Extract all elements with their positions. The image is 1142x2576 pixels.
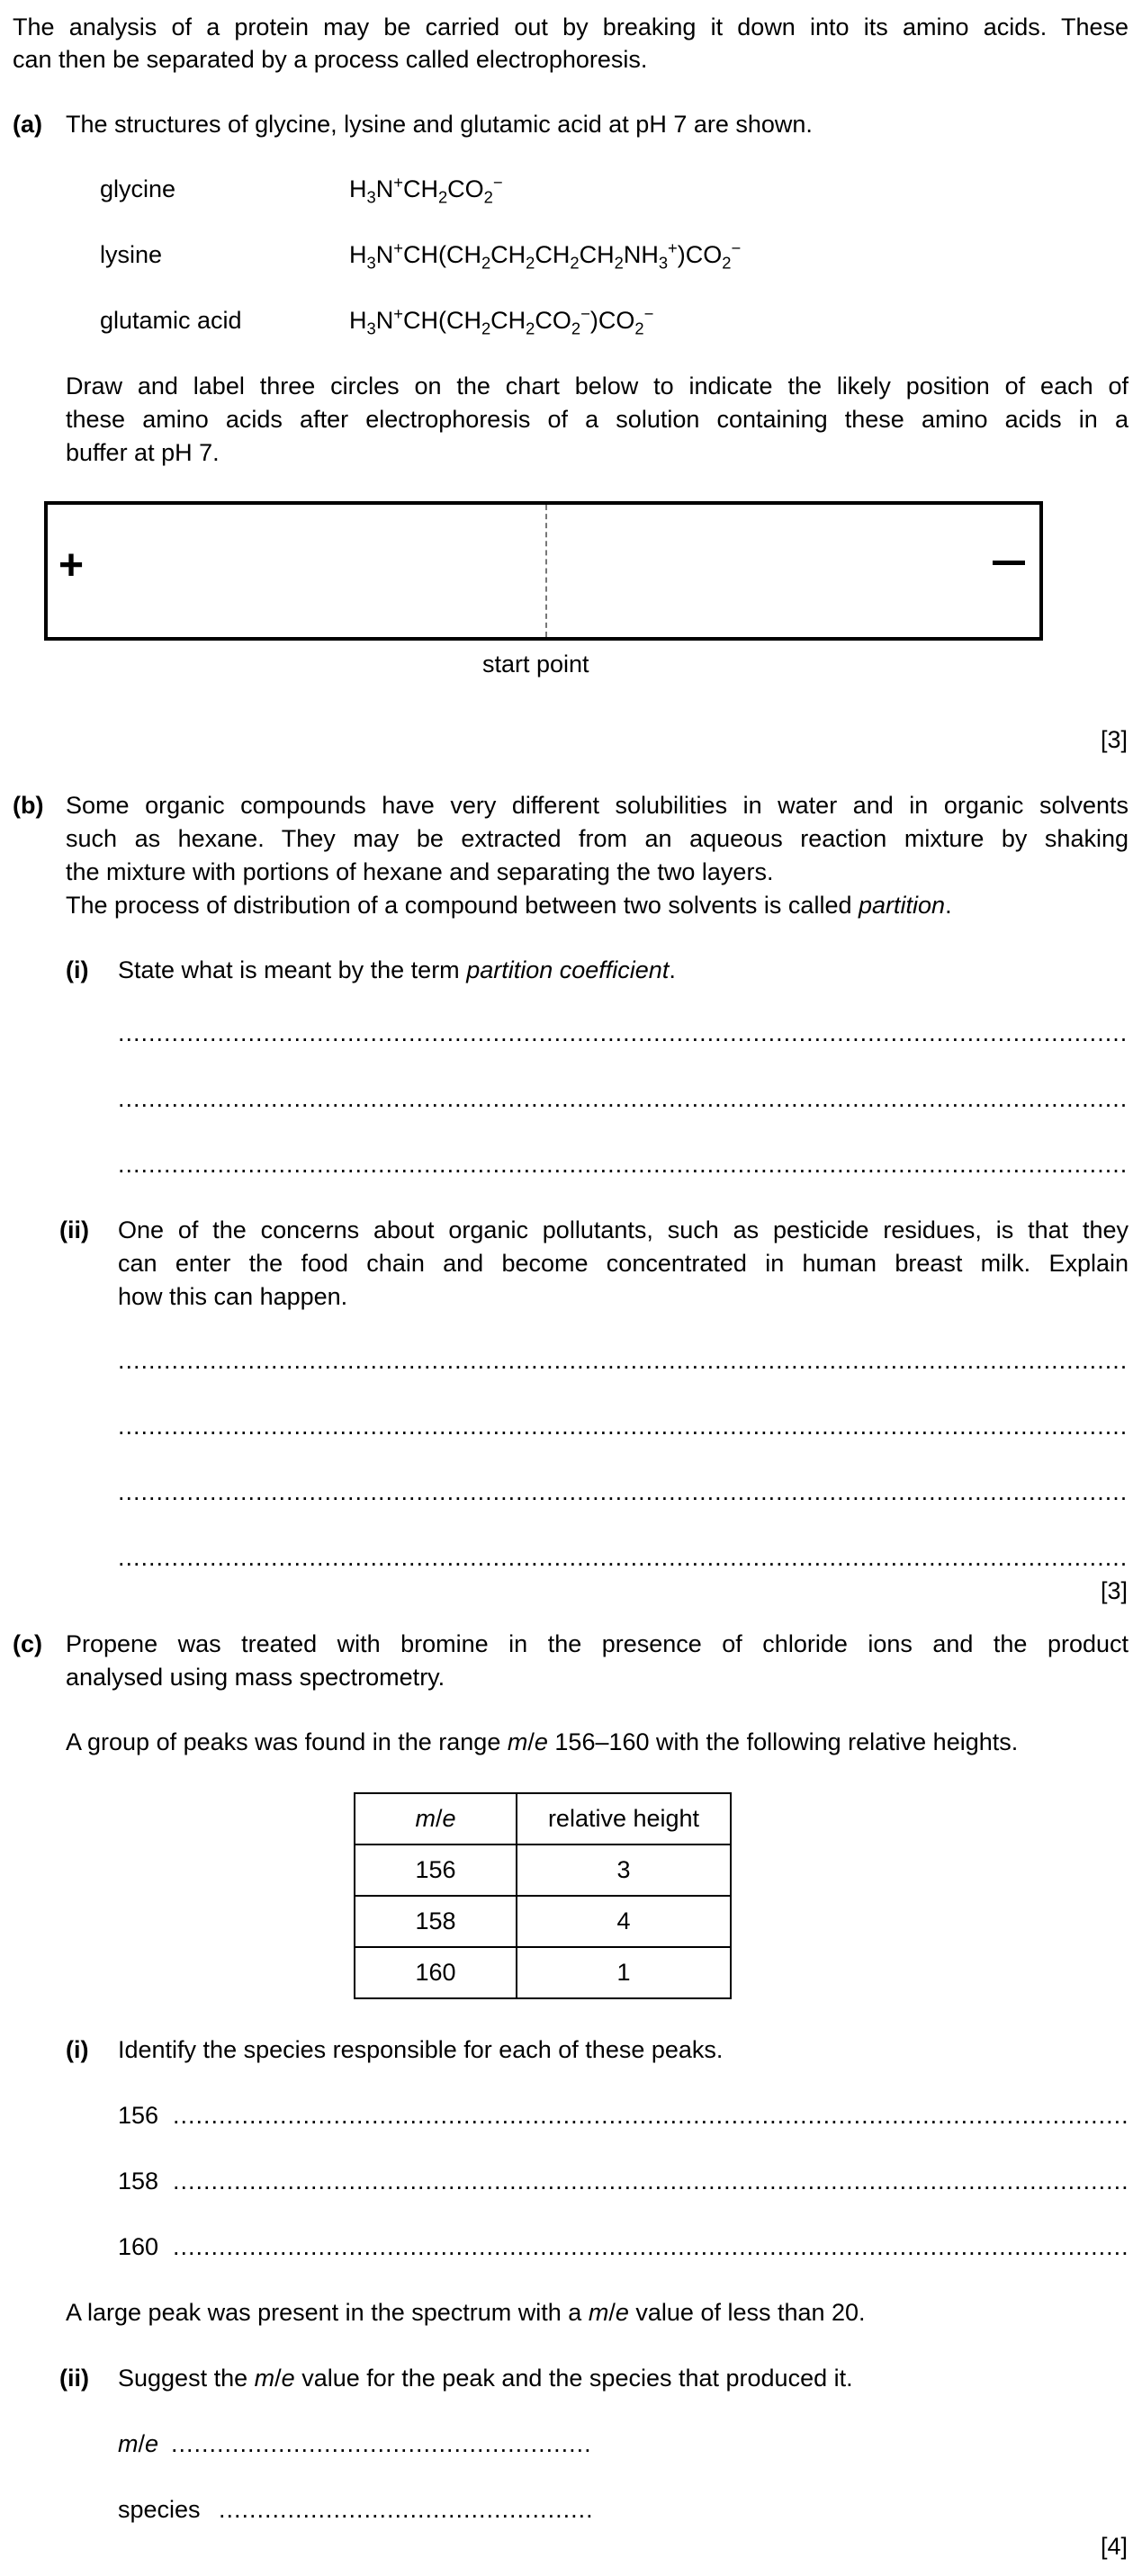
part-c-line-1: Propene was treated with bromine in the presence of chloride ions and the product — [66, 1630, 1129, 1657]
intro-line-2: can then be separated by a process called electrophoresis. — [13, 46, 648, 73]
anode-plus-sign: + — [58, 542, 85, 589]
part-c-label: (c) — [13, 1630, 42, 1657]
part-c-marks: [4] — [1100, 2533, 1128, 2560]
table-cell: 160 — [355, 1947, 517, 1998]
part-b-line-3: the mixture with portions of hexane and separating the two layers. — [66, 858, 774, 885]
part-c-line-2: analysed using mass spectrometry. — [66, 1664, 445, 1691]
formula-glycine: $H_3N^+CH_2CO_2^-$ — [349, 173, 503, 207]
intro-line-1: The analysis of a protein may be carried out by breaking it down into its amino acids. These — [13, 13, 1129, 40]
table-cell: 158 — [355, 1896, 517, 1947]
part-b-ii-line-2: can enter the food chain and become concentrated in human breast milk. Explain — [118, 1250, 1129, 1277]
electrophoresis-chart[interactable] — [44, 501, 1043, 641]
answer-label-156: 156 — [118, 2102, 159, 2129]
part-b-label: (b) — [13, 792, 44, 819]
table-header-row — [355, 1793, 731, 1844]
answer-line-me[interactable] — [171, 2429, 594, 2458]
part-b-ii-line-1: One of the concerns about organic pollutants, such as pesticide residues, is that they — [118, 1216, 1129, 1243]
mass-spectrum-table — [354, 1792, 732, 1999]
answer-line[interactable] — [118, 1477, 1129, 1506]
table-header-relative-height: relative height — [517, 1793, 731, 1844]
answer-line[interactable] — [118, 1543, 1129, 1572]
amino-name-glycine: glycine — [100, 175, 176, 202]
part-b-i-question: State what is meant by the term partition coefficient. — [118, 956, 676, 983]
part-a-instruction-2: these amino acids after electrophoresis of a solution containing these amino acids in a — [66, 406, 1129, 433]
part-c-i-question: Identify the species responsible for each of these peaks. — [118, 2036, 724, 2063]
cathode-minus-sign — [993, 561, 1025, 565]
answer-label-species: species — [118, 2496, 201, 2523]
part-a-label: (a) — [13, 111, 42, 138]
answer-label-me: m/e — [118, 2430, 159, 2457]
part-b-line-1: Some organic compounds have very different solubilities in water and in organic solvents — [66, 792, 1129, 819]
answer-label-160: 160 — [118, 2233, 159, 2260]
table-row — [355, 1844, 731, 1896]
part-b-ii-line-3: how this can happen. — [118, 1283, 348, 1310]
answer-line-species[interactable] — [219, 2495, 594, 2524]
answer-line-156[interactable] — [173, 2101, 1129, 2130]
start-line — [545, 505, 547, 637]
part-c-ii-question: Suggest the m/e value for the peak and the species that produced it. — [118, 2365, 853, 2392]
amino-name-glutamic-acid: glutamic acid — [100, 307, 242, 334]
part-b-ii-label: (ii) — [59, 1216, 89, 1243]
part-a-intro: The structures of glycine, lysine and glutamic acid at pH 7 are shown. — [66, 111, 813, 138]
large-peak-text: A large peak was present in the spectrum with a m/e value of less than 20. — [66, 2299, 866, 2326]
part-b-line-4: The process of distribution of a compound between two solvents is called partition. — [66, 892, 952, 919]
table-row — [355, 1896, 731, 1947]
answer-line[interactable] — [118, 1412, 1129, 1441]
part-b-marks: [3] — [1100, 1577, 1128, 1604]
peaks-intro: A group of peaks was found in the range m/e 156–160 with the following relative heights. — [66, 1728, 1019, 1755]
table-cell: 3 — [517, 1844, 731, 1896]
formula-lysine: $H_3N^+CH(CH_2CH_2CH_2CH_2NH_3^+)CO_2^-$ — [349, 238, 742, 273]
part-a-instruction-1: Draw and label three circles on the chart below to indicate the likely position of each of — [66, 372, 1129, 399]
part-a-instruction-3: buffer at pH 7. — [66, 439, 220, 466]
answer-line[interactable] — [118, 1084, 1129, 1113]
table-row — [355, 1947, 731, 1998]
answer-line[interactable] — [118, 1150, 1129, 1179]
part-b-i-label: (i) — [66, 956, 89, 983]
part-c-i-label: (i) — [66, 2036, 89, 2063]
answer-label-158: 158 — [118, 2168, 159, 2195]
part-a-marks: [3] — [1100, 726, 1128, 753]
table-cell: 1 — [517, 1947, 731, 1998]
part-b-line-2: such as hexane. They may be extracted from an aqueous reaction mixture by shaking — [66, 825, 1129, 852]
table-cell: 156 — [355, 1844, 517, 1896]
formula-glutamic-acid: $H_3N^+CH(CH_2CH_2CO_2^-)CO_2^-$ — [349, 304, 654, 338]
answer-line-158[interactable] — [173, 2167, 1129, 2195]
table-cell: 4 — [517, 1896, 731, 1947]
table-header-me: m/e — [355, 1793, 517, 1844]
answer-line-160[interactable] — [173, 2232, 1129, 2261]
part-c-ii-label: (ii) — [59, 2365, 89, 2392]
amino-name-lysine: lysine — [100, 241, 163, 268]
start-point-label: start point — [482, 651, 589, 678]
answer-line[interactable] — [118, 1019, 1129, 1047]
answer-line[interactable] — [118, 1346, 1129, 1375]
